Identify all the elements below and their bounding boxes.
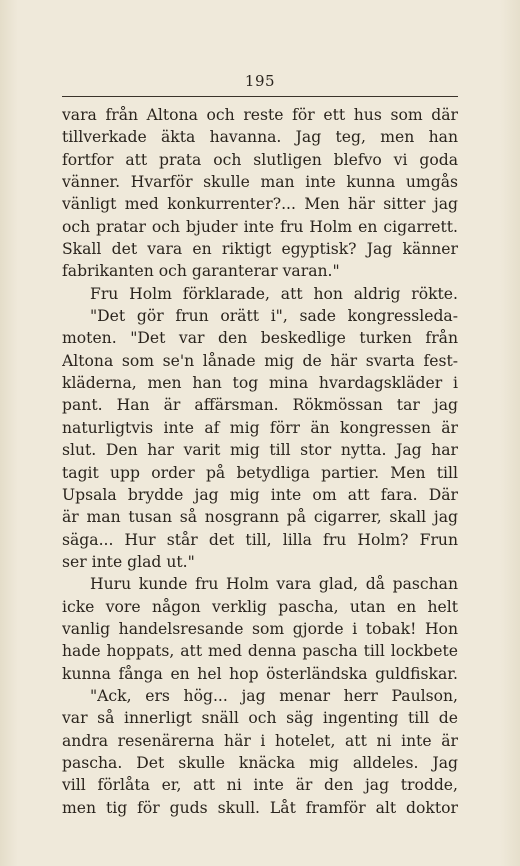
text-line: Upsala brydde jag mig inte om att fara. Där xyxy=(62,485,458,504)
text-line: vara från Altona och reste för ett hus som där xyxy=(62,106,458,124)
text-line: hade hoppats, att med denna pascha till lockbete xyxy=(62,642,458,661)
text-line: Altona som se'n lånade mig de här svarta fest- xyxy=(62,351,458,370)
text-line: naturligtvis inte af mig förr än kongressen är xyxy=(62,418,458,437)
page-number: 195 xyxy=(244,72,276,90)
text-line: pascha. Det skulle knäcka mig alldeles. Jag xyxy=(62,753,458,772)
text-line: Huru kunde fru Holm vara glad, då paschan xyxy=(90,575,458,594)
text-line: icke vore någon verklig pascha, utan en helt xyxy=(62,597,458,616)
text-line: vill förlåta er, att ni inte är den jag trodde, xyxy=(62,776,458,795)
text-line: vanlig handelsresande som gjorde i tobak! Hon xyxy=(62,619,458,638)
text-line: var så innerligt snäll och säg ingenting till de xyxy=(62,709,458,728)
text-line: är man tusan så nosgrann på cigarrer, skall jag xyxy=(62,508,458,527)
text-line: vänner. Hvarför skulle man inte kunna umgås xyxy=(62,173,458,192)
header-rule xyxy=(62,96,458,97)
text-line: säga... Hur står det till, lilla fru Holm? Frun xyxy=(62,530,458,549)
text-line: och pratar och bjuder inte fru Holm en cigarrett. xyxy=(62,217,458,236)
text-line: tagit upp order på betydliga partier. Men till xyxy=(62,463,458,482)
text-line: men tig för guds skull. Låt framför alt doktor xyxy=(62,798,458,817)
text-line: ser inte glad ut." xyxy=(62,552,195,571)
body-text xyxy=(62,104,458,819)
text-line: andra resenärerna här i hotelet, att ni inte är xyxy=(62,731,458,750)
text-line: fortfor att prata och slutligen blefvo vi goda xyxy=(62,150,458,169)
text-line: fabrikanten och garanterar varan." xyxy=(62,262,340,281)
text-line: moten. "Det var den beskedlige turken från xyxy=(62,329,458,348)
text-line: vänligt med konkurrenter?... Men här sitter jag xyxy=(62,195,458,214)
text-line: pant. Han är affärsman. Rökmössan tar jag xyxy=(62,396,458,415)
text-line: Skall det vara en riktigt egyptisk? Jag känner xyxy=(62,240,458,259)
text-line: Fru Holm förklarade, att hon aldrig rökte. xyxy=(90,284,458,303)
text-line: tillverkade äkta havanna. Jag teg, men han xyxy=(62,128,458,147)
text-line: kläderna, men han tog mina hvardagskläder i xyxy=(62,374,458,393)
text-line: kunna fånga en hel hop österländska guldfiskar. xyxy=(62,664,458,683)
text-line: "Det gör frun orätt i", sade kongressleda- xyxy=(90,307,458,326)
text-line: "Ack, ers hög... jag menar herr Paulson, xyxy=(90,686,458,705)
text-line: slut. Den har varit mig till stor nytta. Jag har xyxy=(62,441,458,460)
